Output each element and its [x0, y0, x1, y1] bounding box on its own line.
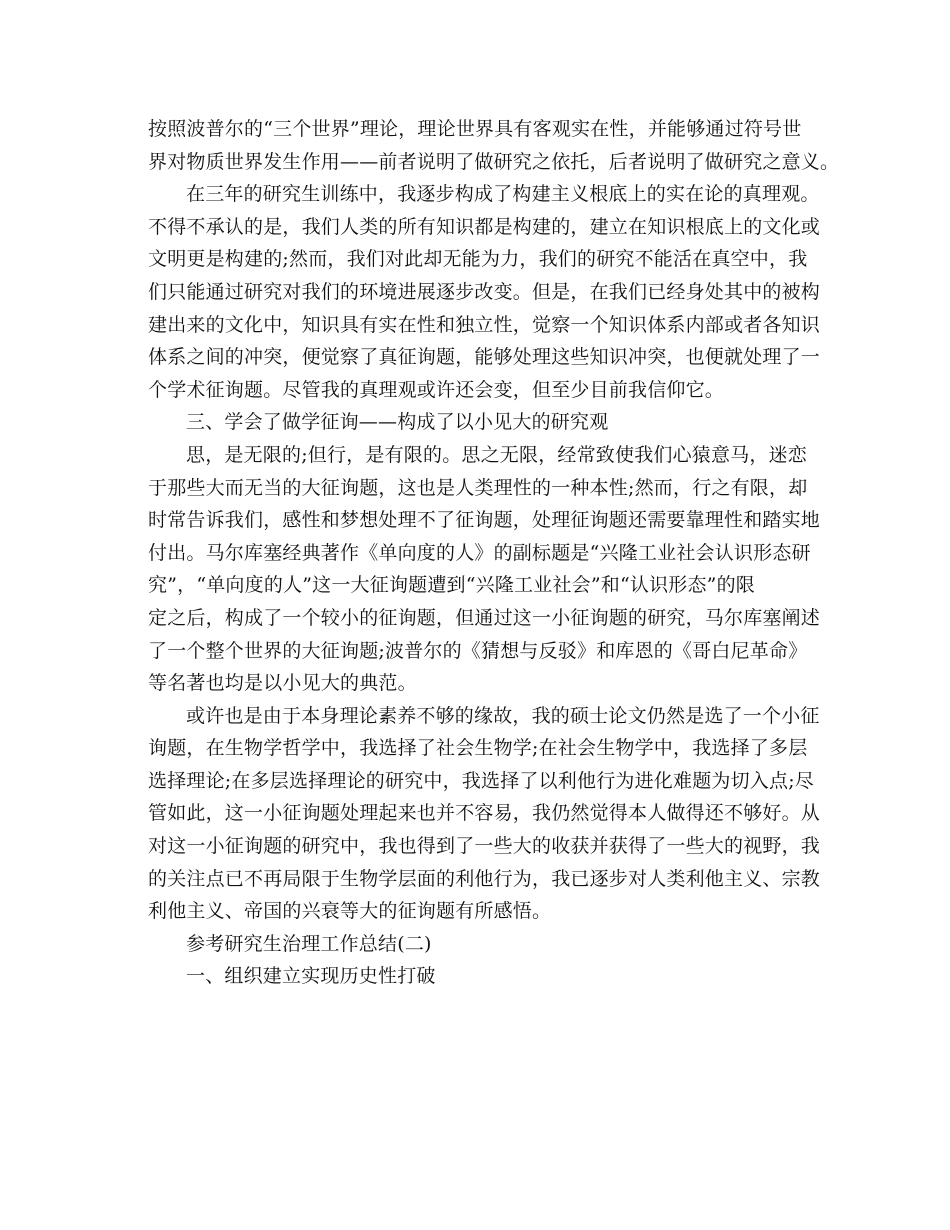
text-line: 的关注点已不再局限于生物学层面的利他行为，我已逐步对人类利他主义、宗教 — [148, 867, 821, 890]
text-line: 了一个整个世界的大征询题;波普尔的《猜想与反驳》和库恩的《哥白尼革命》 — [148, 639, 808, 662]
text-line: 建出来的文化中，知识具有实在性和独立性，觉察一个知识体系内部或者各知识 — [148, 313, 821, 336]
text-line: 于那些大而无当的大征询题，这也是人类理性的一种本性;然而，行之有限，却 — [148, 476, 808, 499]
text-line: 选择理论;在多层选择理论的研究中，我选择了以利他行为进化难题为切入点;尽 — [148, 769, 815, 792]
text-line: 按照波普尔的“三个世界”理论，理论世界具有客观实在性，并能够通过符号世 — [148, 118, 802, 140]
text-line: 对这一小征询题的研究中，我也得到了一些大的收获并获得了一些大的视野，我 — [148, 835, 821, 858]
text-line: 思，是无限的;但行，是有限的。思之无限，经常致使我们心猿意马，迷恋 — [186, 443, 808, 466]
text-line: 等名著也均是以小见大的典范。 — [148, 672, 417, 695]
text-line: 究”，“单向度的人”这一大征询题遭到“兴隆工业社会”和“认识形态”的限 — [148, 574, 755, 597]
text-line: 不得不承认的是，我们人类的所有知识都是构建的，建立在知识根底上的文化或 — [148, 215, 821, 238]
text-line: 利他主义、帝国的兴衰等大的征询题有所感悟。 — [148, 900, 552, 923]
text-line: 界对物质世界发生作用——前者说明了做研究之依托，后者说明了做研究之意义。 — [148, 150, 840, 173]
text-line: 付出。马尔库塞经典著作《单向度的人》的副标题是“兴隆工业社会认识形态研 — [148, 541, 811, 564]
document-subtitle: 参考研究生治理工作总结(二) — [186, 932, 432, 955]
text-line: 体系之间的冲突，便觉察了真征询题，能够处理这些知识冲突，也便就处理了一 — [148, 346, 821, 369]
document-body — [148, 113, 840, 993]
text-line: 时常告诉我们，感性和梦想处理不了征询题，处理征询题还需要靠理性和踏实地 — [148, 509, 821, 532]
text-line: 或许也是由于本身理论素养不够的缘故，我的硕士论文仍然是选了一个小征 — [186, 704, 820, 727]
section-heading: 一、组织建立实现历史性打破 — [186, 965, 436, 988]
text-line: 定之后，构成了一个较小的征询题，但通过这一小征询题的研究，马尔库塞阐述 — [148, 606, 821, 629]
text-line: 文明更是构建的;然而，我们对此却无能为力，我们的研究不能活在真空中，我 — [148, 248, 808, 271]
text-line: 询题，在生物学哲学中，我选择了社会生物学;在社会生物学中，我选择了多层 — [148, 737, 808, 760]
text-line: 们只能通过研究对我们的环境进展逐步改变。但是，在我们已经身处其中的被构 — [148, 280, 821, 303]
text-line: 在三年的研究生训练中，我逐步构成了构建主义根底上的实在论的真理观。 — [186, 183, 820, 206]
text-line: 个学术征询题。尽管我的真理观或许还会变，但至少目前我信仰它。 — [148, 378, 725, 401]
section-heading: 三、学会了做学征询——构成了以小见大的研究观 — [186, 411, 609, 434]
text-line: 管如此，这一小征询题处理起来也并不容易，我仍然觉得本人做得还不够好。从 — [148, 802, 821, 825]
